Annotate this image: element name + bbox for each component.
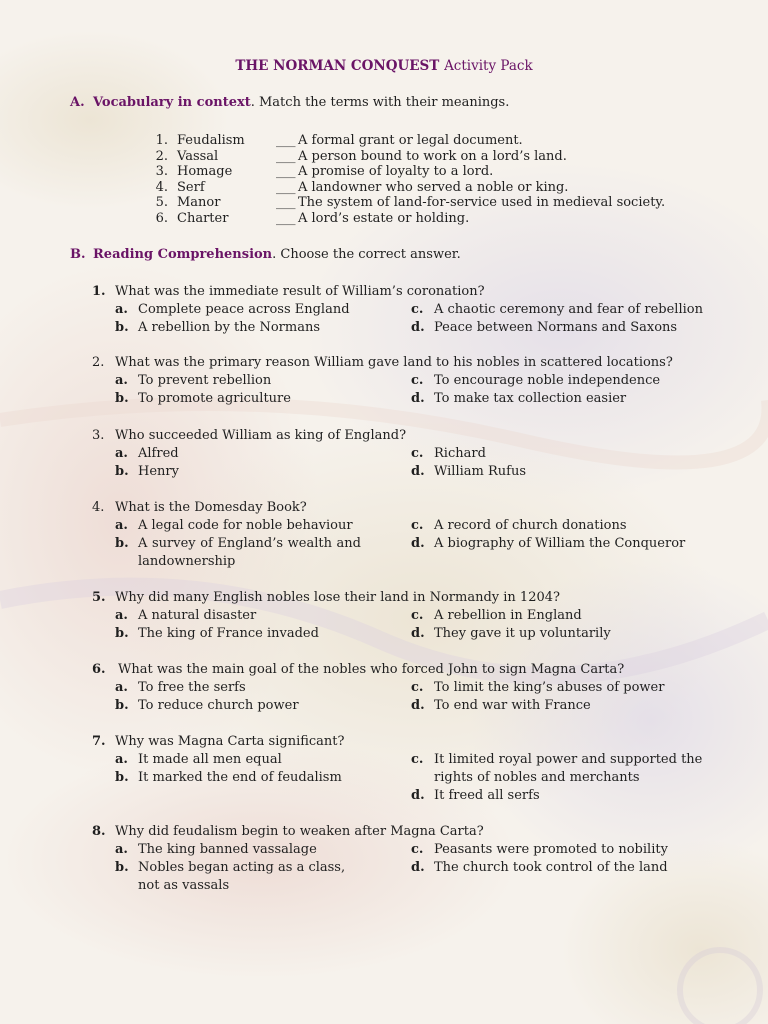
option-text: To promote agriculture [138, 391, 291, 406]
answer-blank[interactable]: ___ [276, 148, 296, 164]
option-text: A legal code for noble behaviour [138, 518, 353, 533]
section-b-heading [70, 247, 461, 262]
option-text: To end war with France [434, 698, 591, 713]
question-1 [92, 283, 732, 301]
option-text: A record of church donations [434, 518, 627, 533]
option-c[interactable]: c. It limited royal power and supported the rights of nobles and merchants [411, 751, 731, 787]
question-number: 4. [92, 500, 105, 515]
option-text: The church took control of the land [434, 860, 668, 875]
question-2 [92, 354, 732, 372]
option-text: To limit the king’s abuses of power [434, 680, 665, 695]
question-number: 3. [92, 428, 105, 443]
option-text: Complete peace across England [138, 302, 350, 317]
option-b[interactable]: b. A survey of England’s wealth and landownership [115, 536, 361, 569]
option-text: William Rufus [434, 464, 526, 479]
option-text: They gave it up voluntarily [434, 626, 611, 641]
option-text: To prevent rebellion [138, 373, 272, 388]
definition: A formal grant or legal document. [298, 133, 523, 148]
activity-page: THE NORMAN CONQUEST Activity Pack A. Vocabulary in context. Match the terms with their meanings. 1. Feudalism ___ A formal grant or legal document. 2. Vassal ___ A person bound to work on a lord’s land. 3. Homage ___ A promise of loyalty to a lord. 4. Serf ___ A landowner who served a noble or king. 5. Manor ___ The system of land-for-service used in medieval society. 6. Charter ___ A lord’s estate or holding. B. Reading Comprehension. Choose the correct answer. 1. What was the immediate result of William’s coronation? a. Complete peace across England b. A rebellion by the Normans c. A chaotic ceremony and fear of rebellion d. Peace between Normans and Saxons 2. What was the primary reason William gave land to his nobles in scattered locations? a. To prevent rebellion b. To promote agriculture c. To encourage noble independence d. To make tax collection easier 3. Who succeeded William as king of England? a. Alfred b. Henry c. Richard d. William Rufus 4. What is the Domesday Book? a. A legal code for noble behaviour b. A survey of England’s wealth and landownership c. A record of church donations d. A biography of William the Conqueror 5. Why did many English nobles lose their land in Normandy in 1204? a. A natural disaster b. The king of France invaded c. A rebellion in England d. They gave it up voluntarily 6. What was the main goal of the nobles who forced John to sign Magna Carta? a. To free the serfs b. To reduce church power c. To limit the king’s abuses of power d. To end war with France 7. Why was Magna Carta significant? a. It made all men equal b. It marked the end of feudalism c. It limited royal power and supported the rights of nobles and merchants d. It freed all serfs 8. Why did feudalism begin to weaken after Magna Carta? a. The king banned vassalage b. Nobles began acting as a class, not as vassals c. Peasants were promoted to nobility d. The church took control of the land [0, 0, 768, 1024]
term-number: 2. [155, 148, 168, 164]
option-text: It marked the end of feudalism [138, 770, 342, 785]
question-number: 8. [92, 824, 106, 839]
option-text: A chaotic ceremony and fear of rebellion [434, 302, 703, 317]
question-8 [92, 823, 732, 841]
option-text: To make tax collection easier [434, 391, 627, 406]
section-a-heading [70, 95, 509, 110]
definition: A lord’s estate or holding. [298, 210, 470, 226]
question-3 [92, 427, 732, 445]
term-number: 3. [155, 164, 168, 180]
option-text: A natural disaster [138, 608, 257, 623]
term-number: 5. [155, 195, 168, 211]
question-number: 6. [92, 662, 106, 677]
option-text: It freed all serfs [434, 788, 540, 803]
option-text: A rebellion in England [434, 608, 582, 623]
question-number: 5. [92, 590, 106, 605]
option-text: It limited royal power and supported the rights of nobles and merchants [434, 752, 703, 785]
question-text: What was the main goal of the nobles who forced John to sign Magna Carta? [118, 662, 625, 677]
question-number: 1. [92, 284, 106, 299]
question-number: 7. [92, 734, 106, 749]
option-text: A rebellion by the Normans [138, 320, 321, 335]
option-text: To reduce church power [138, 698, 299, 713]
option-text: The king of France invaded [138, 626, 319, 641]
term: Feudalism [177, 133, 245, 148]
section-b-name: Reading Comprehension [93, 247, 273, 262]
section-b-instruction: . Choose the correct answer. [272, 247, 461, 262]
term: Manor [177, 195, 221, 211]
definition: A promise of loyalty to a lord. [298, 164, 494, 180]
section-a-name: Vocabulary in context [93, 95, 251, 110]
question-text: Why was Magna Carta significant? [115, 734, 345, 749]
answer-blank[interactable]: ___ [276, 195, 296, 211]
option-text: Alfred [138, 446, 179, 461]
term-number: 1. [155, 133, 168, 148]
answer-blank[interactable]: ___ [276, 164, 296, 180]
definition: A person bound to work on a lord’s land. [298, 148, 567, 164]
question-6 [92, 661, 732, 679]
section-b-letter: B. [70, 247, 86, 262]
option-text: A biography of William the Conqueror [434, 536, 686, 551]
page-title [0, 58, 768, 74]
option-text: Nobles began acting as a class, not as vassals [138, 860, 346, 893]
option-text: Peace between Normans and Saxons [434, 320, 678, 335]
question-4 [92, 499, 732, 517]
section-a-letter: A. [70, 95, 85, 110]
question-text: What was the immediate result of William’s coronation? [115, 284, 485, 299]
option-text: It made all men equal [138, 752, 282, 767]
term-number: 4. [155, 179, 168, 195]
question-text: Why did feudalism begin to weaken after Magna Carta? [115, 824, 484, 839]
answer-blank[interactable]: ___ [276, 210, 296, 226]
answer-blank[interactable]: ___ [276, 133, 296, 148]
option-text: A survey of England’s wealth and landownership [138, 536, 361, 569]
question-text: What was the primary reason William gave land to his nobles in scattered locations? [115, 355, 673, 370]
title-tail: Activity Pack [444, 58, 533, 74]
title-main: THE NORMAN CONQUEST [235, 58, 440, 74]
option-text: Peasants were promoted to nobility [434, 842, 668, 857]
option-b[interactable]: b. Nobles began acting as a class, not as vassals [115, 859, 375, 895]
question-number: 2. [92, 355, 105, 370]
definition: A landowner who served a noble or king. [298, 179, 569, 195]
answer-blank[interactable]: ___ [276, 179, 296, 195]
option-text: To free the serfs [138, 680, 246, 695]
question-7 [92, 733, 732, 751]
term: Serf [177, 179, 205, 195]
term: Vassal [177, 148, 219, 164]
definition: The system of land-for-service used in medieval society. [298, 195, 666, 211]
question-text: Why did many English nobles lose their land in Normandy in 1204? [115, 590, 560, 605]
term: Homage [177, 164, 233, 180]
option-text: The king banned vassalage [138, 842, 317, 857]
section-a-instruction: . Match the terms with their meanings. [250, 95, 510, 110]
option-text: Henry [138, 464, 179, 479]
question-text: What is the Domesday Book? [115, 500, 307, 515]
question-5 [92, 589, 732, 607]
option-text: Richard [434, 446, 486, 461]
term: Charter [177, 210, 229, 226]
term-number: 6. [155, 210, 168, 226]
option-text: To encourage noble independence [434, 373, 661, 388]
question-text: Who succeeded William as king of England? [115, 428, 407, 443]
